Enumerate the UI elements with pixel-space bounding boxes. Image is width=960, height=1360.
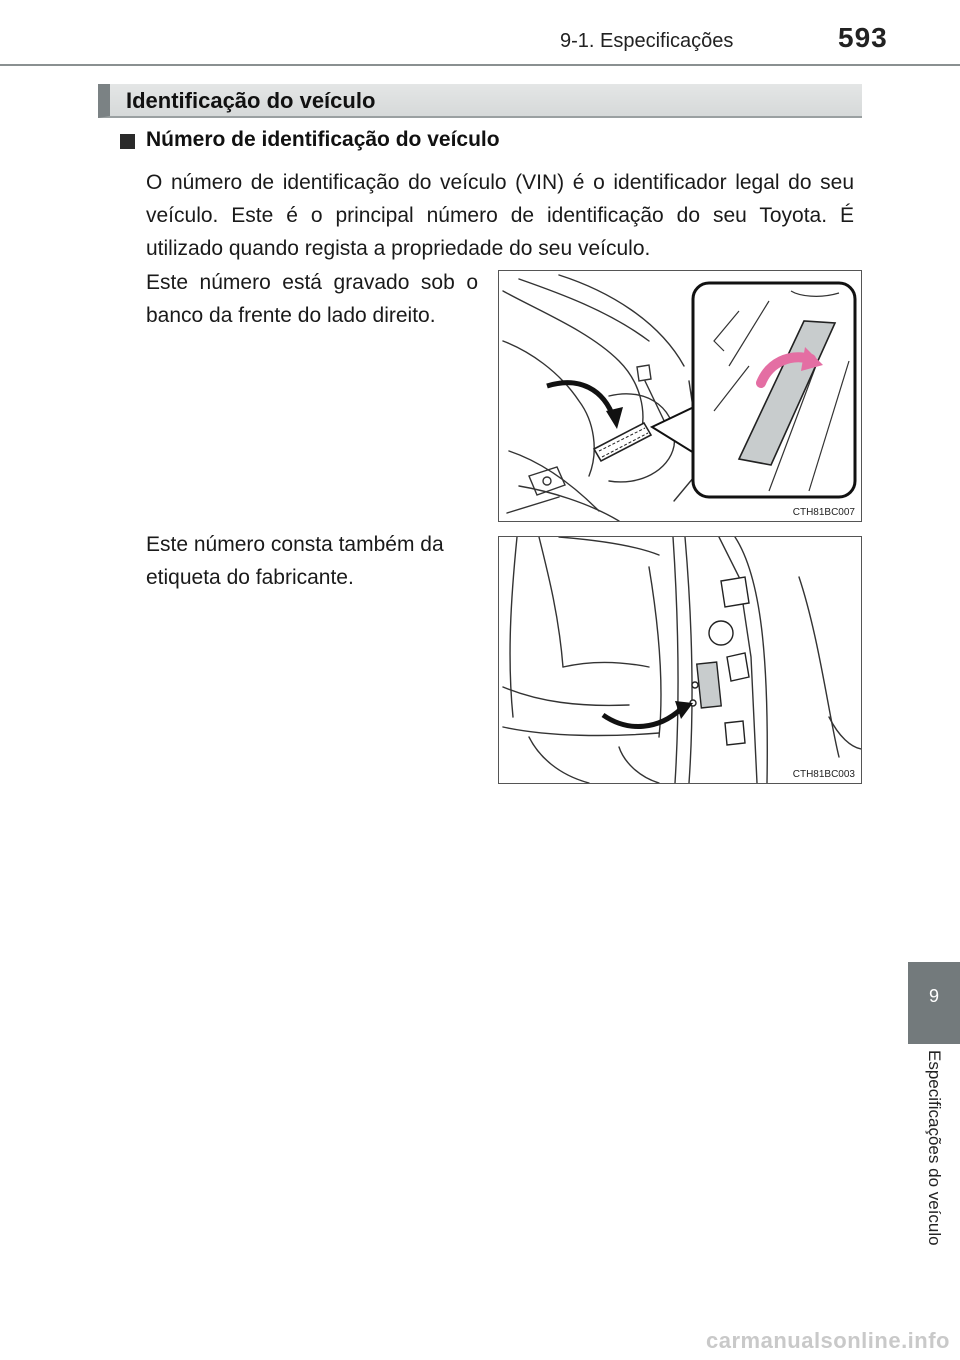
- header-rule: [0, 64, 960, 66]
- door-label-illustration: [499, 537, 861, 783]
- figure-code: CTH81BC007: [792, 507, 855, 518]
- section-title: Identificação do veículo: [126, 88, 376, 113]
- chapter-tab: [908, 962, 960, 1044]
- subsection-title: Número de identificação do veículo: [146, 128, 500, 151]
- figure-seat-vin: [498, 270, 862, 522]
- watermark: carmanualsonline.info: [706, 1328, 950, 1353]
- label-location-text: Este número consta também da etiqueta do fabricante.: [146, 533, 444, 589]
- seat-location-text: Este número está gravado sob o banco da frente do lado direito.: [146, 271, 478, 327]
- section-title-bar: [98, 84, 862, 118]
- section-header: 9-1. Especificações: [560, 30, 734, 52]
- seat-vin-illustration: [499, 271, 861, 521]
- chapter-number: 9: [928, 986, 939, 1006]
- page-number: 593: [838, 22, 888, 53]
- chapter-label: Especificações do veículo: [925, 1050, 944, 1246]
- figure-code: CTH81BC003: [792, 769, 855, 780]
- vin-description: O número de identificação do veículo (VIN) é o identificador legal do seu veículo. Este é o principal número de identificação do seu Toyota. É utilizado quando regista a propriedade do seu veículo.: [146, 171, 854, 260]
- figure-door-label: [498, 536, 862, 784]
- subsection-marker-icon: [120, 134, 135, 149]
